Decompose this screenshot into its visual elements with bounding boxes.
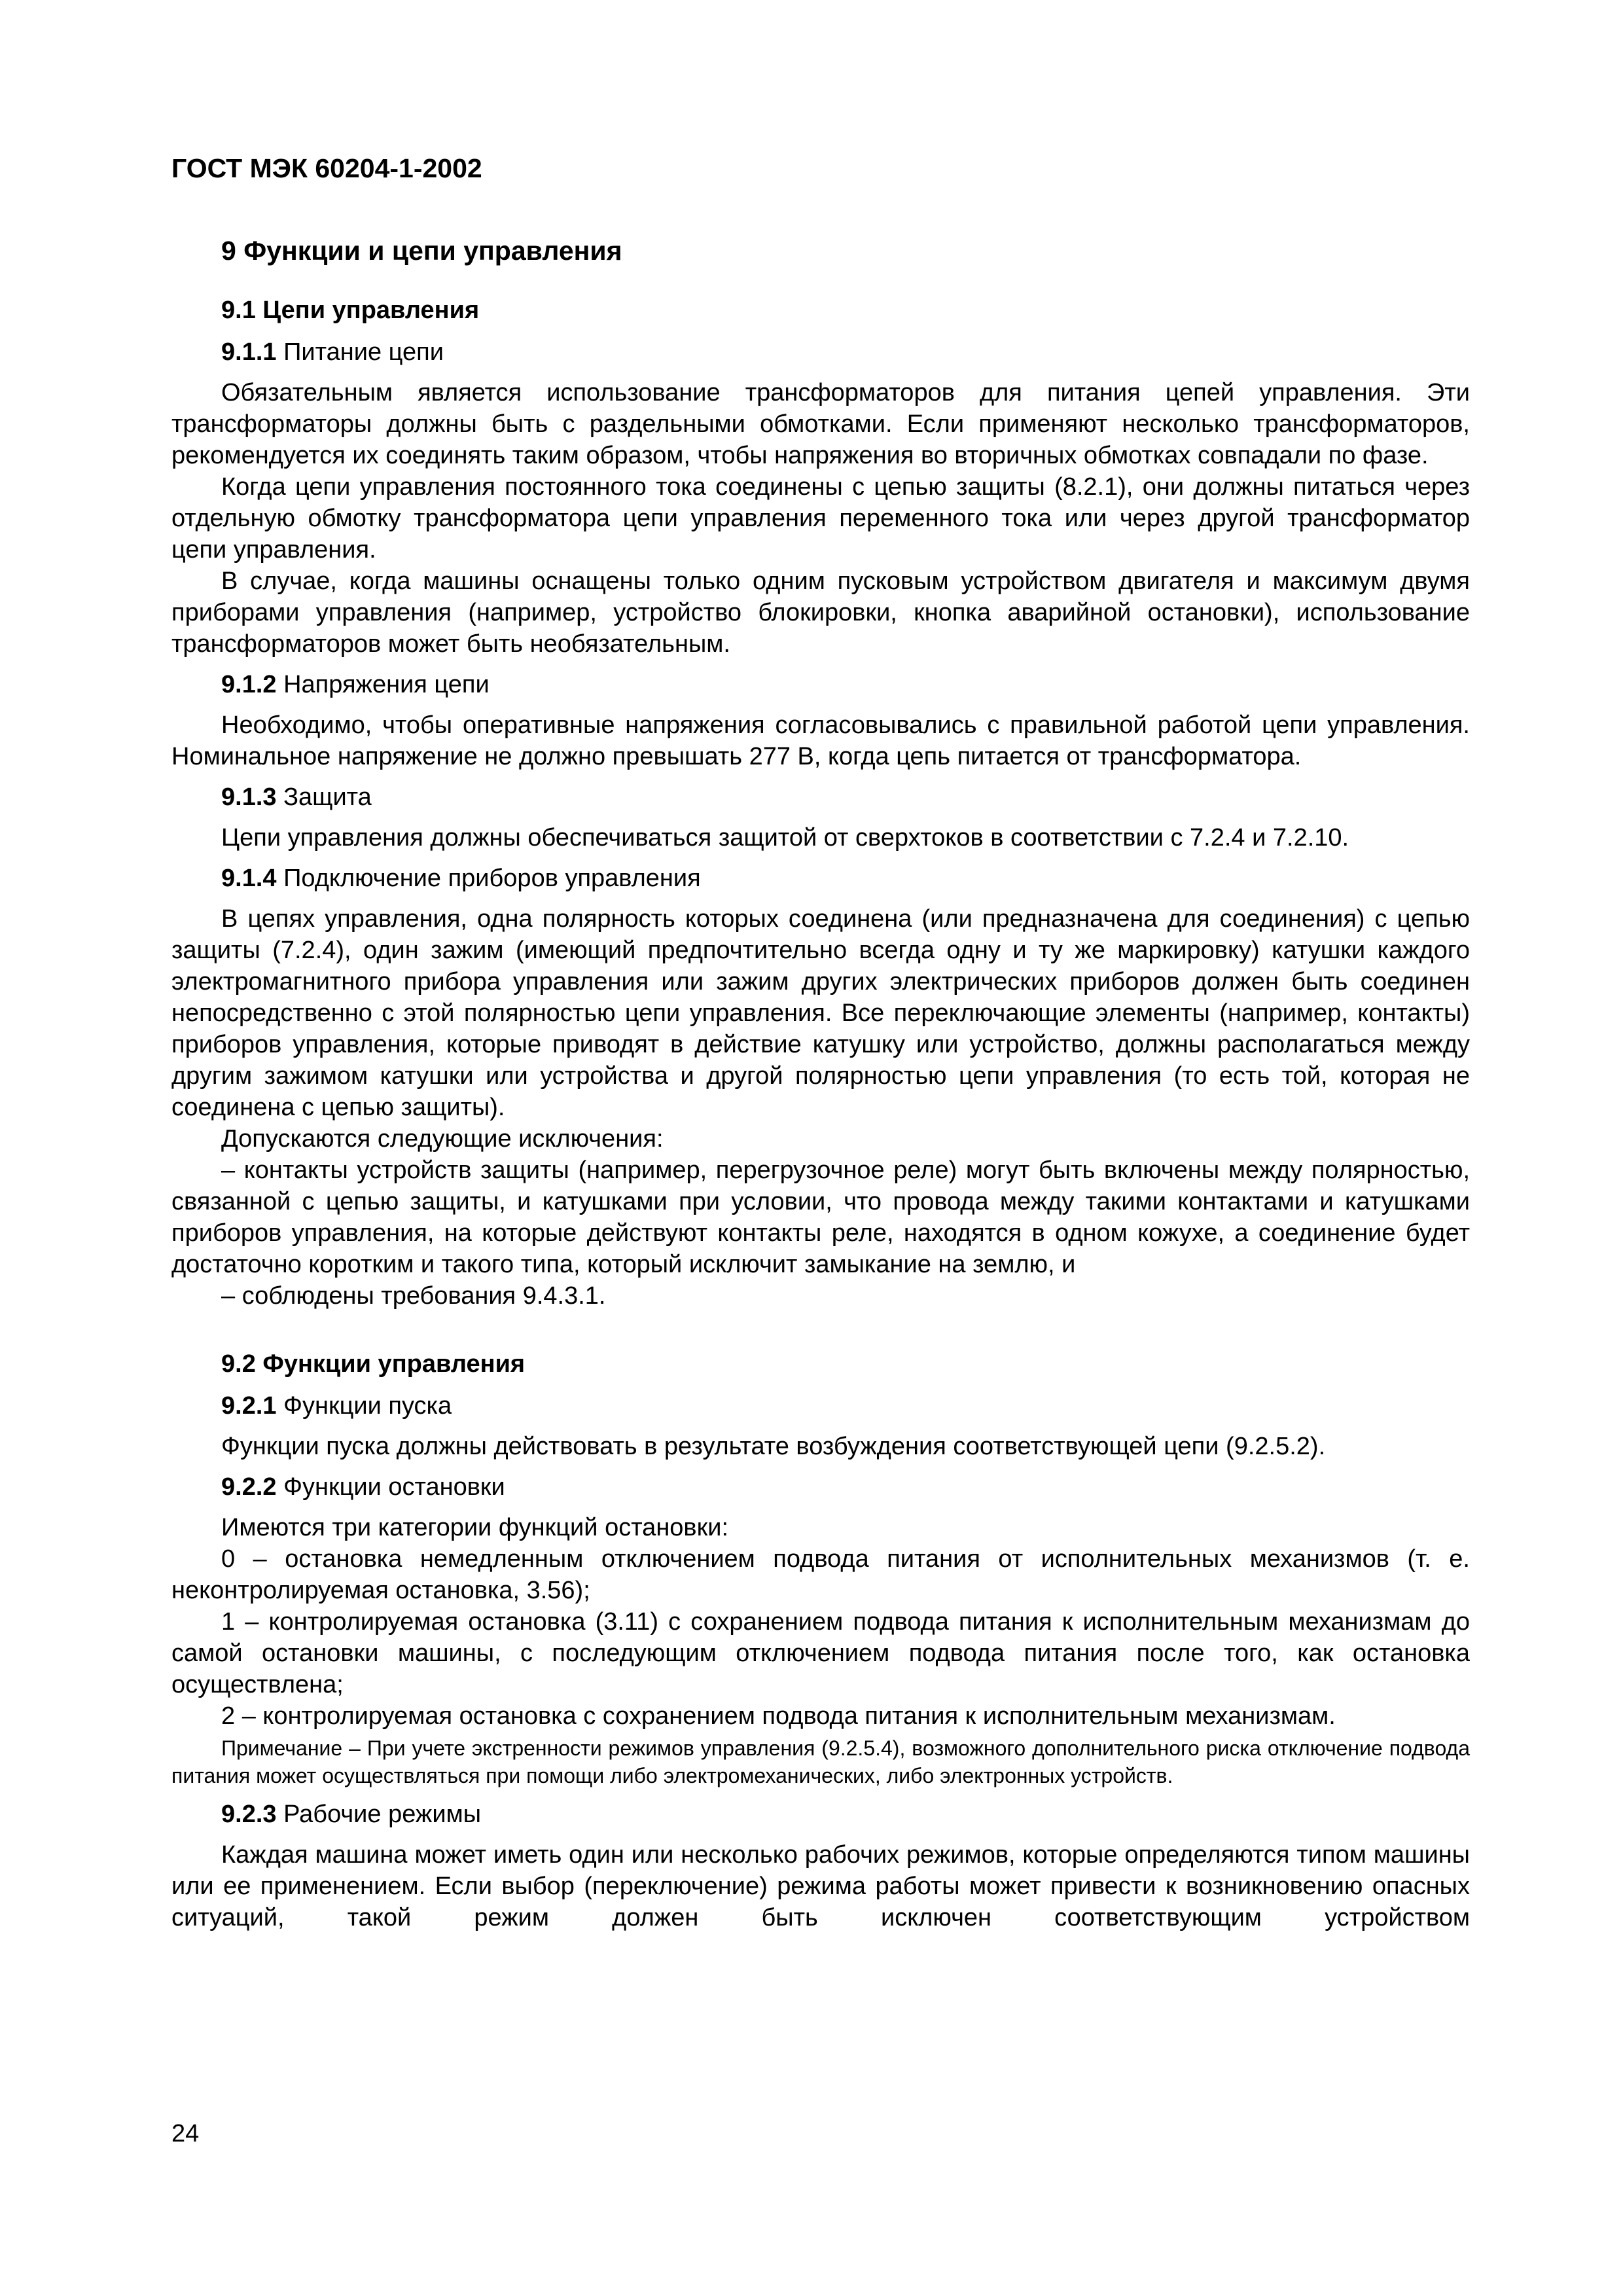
list-item: – соблюдены требования 9.4.3.1.: [221, 1282, 606, 1310]
note: Примечание – При учете экстренности режимов управления (9.2.5.4), возможного дополнительного риска отключение подвода питания может осуществляться при помощи либо электромеханических, либо электронных устройств.: [171, 1736, 1470, 1787]
document-header: ГОСТ МЭК 60204-1-2002: [171, 153, 482, 183]
page-number: 24: [171, 2120, 200, 2147]
paragraph: В цепях управления, одна полярность которых соединена (или предназначена для соединения) с цепью защиты (7.2.4), один зажим (имеющий предпочтительно всегда одну и ту же маркировку) катушки каждого электромагнитного прибора управления или зажим других электрических приборов должен быть соединен непосредственно с этой полярностью цепи управления. Все переключающие элементы (например, контакты) приборов управления, которые приводят в действие катушку или устройство, должны располагаться между другим зажимом катушки или устройства и другой полярностью цепи управления (то есть той, которая не соединена с цепью защиты).: [171, 905, 1470, 1121]
paragraph: Допускаются следующие исключения:: [221, 1125, 664, 1153]
clause-number: 9.1.2: [221, 671, 277, 698]
clause-number: 9.2.3: [221, 1801, 277, 1828]
list-item: – контакты устройств защиты (например, перегрузочное реле) могут быть включены между полярностью, связанной с цепью защиты, и катушками при условии, что провода между такими контактами и катушками приборов управления, на которые действуют контакты реле, находятся в одном кожухе, а соединение будет достаточно коротким и такого типа, который исключит замыкание на землю, и: [171, 1157, 1470, 1278]
clause-heading-9-1-4: [171, 863, 1470, 894]
clause-number: 9.1.4: [221, 865, 277, 892]
clause-heading-9-1-3: [171, 781, 1470, 813]
clause-name: Функции пуска: [276, 1392, 452, 1420]
clause-name: Защита: [276, 783, 372, 811]
paragraph: В случае, когда машины оснащены только одним пусковым устройством двигателя и максимум двумя приборами управления (например, устройство блокировки, кнопка аварийной остановки), использование трансформаторов может быть необязательным.: [171, 567, 1470, 658]
spacer: [171, 1312, 1470, 1329]
clause-number: 9.2.2: [221, 1473, 277, 1501]
document-body: [171, 228, 1470, 1933]
clause-number: 9.1.3: [221, 783, 277, 811]
clause-name: Рабочие режимы: [276, 1801, 482, 1828]
list-item: 2 – контролируемая остановка с сохранением подвода питания к исполнительным механизмам.: [221, 1702, 1336, 1730]
clause-name: Функции остановки: [276, 1473, 505, 1501]
list-item: 0 – остановка немедленным отключением подвода питания от исполнительных механизмов (т. е. неконтролируемая остановка, 3.56);: [171, 1545, 1470, 1604]
paragraph: Обязательным является использование трансформаторов для питания цепей управления. Эти трансформаторы должны быть с раздельными обмотками. Если применяют несколько трансформаторов, рекомендуется их соединять таким образом, чтобы напряжения во вторичных обмотках совпадали по фазе.: [171, 379, 1470, 469]
clause-number: 9.2.1: [221, 1392, 277, 1420]
clause-heading-9-2-1: [171, 1390, 1470, 1422]
paragraph: Функции пуска должны действовать в результате возбуждения соответствующей цепи (9.2.5.2).: [221, 1433, 1326, 1460]
paragraph: Когда цепи управления постоянного тока соединены с цепью защиты (8.2.1), они должны питаться через отдельную обмотку трансформатора цепи управления переменного тока или через другой трансформатор цепи управления.: [171, 473, 1470, 564]
clause-heading-9-1-2: [171, 669, 1470, 700]
clause-name: Питание цепи: [276, 338, 444, 366]
clause-heading-9-2-2: [171, 1471, 1470, 1503]
paragraph: Каждая машина может иметь один или несколько рабочих режимов, которые определяются типом машины или ее применением. Если выбор (переключение) режима работы может привести к возникновению опасных ситуаций, такой режим должен быть исключен соответствующим устройством: [171, 1841, 1470, 1931]
section-title: 9 Функции и цепи управления: [221, 236, 622, 266]
paragraph: Необходимо, чтобы оперативные напряжения согласовывались с правильной работой цепи управления. Номинальное напряжение не должно превышать 277 В, когда цепь питается от трансформатора.: [171, 711, 1470, 770]
clause-heading-9-1-1: [171, 336, 1470, 368]
subsection-title-9-2: 9.2 Функции управления: [221, 1350, 526, 1378]
clause-name: Подключение приборов управления: [276, 865, 701, 892]
paragraph: Цепи управления должны обеспечиваться защитой от сверхтоков в соответствии с 7.2.4 и 7.2.10.: [221, 824, 1349, 852]
clause-name: Напряжения цепи: [276, 671, 490, 698]
subsection-title-9-1: 9.1 Цепи управления: [221, 296, 480, 324]
clause-heading-9-2-3: [171, 1799, 1470, 1830]
clause-number: 9.1.1: [221, 338, 277, 366]
list-item: 1 – контролируемая остановка (3.11) с сохранением подвода питания к исполнительным механизмам до самой остановки машины, с последующим отключением подвода питания после того, как остановка осуществлена;: [171, 1608, 1470, 1698]
paragraph: Имеются три категории функций остановки:: [221, 1514, 729, 1541]
